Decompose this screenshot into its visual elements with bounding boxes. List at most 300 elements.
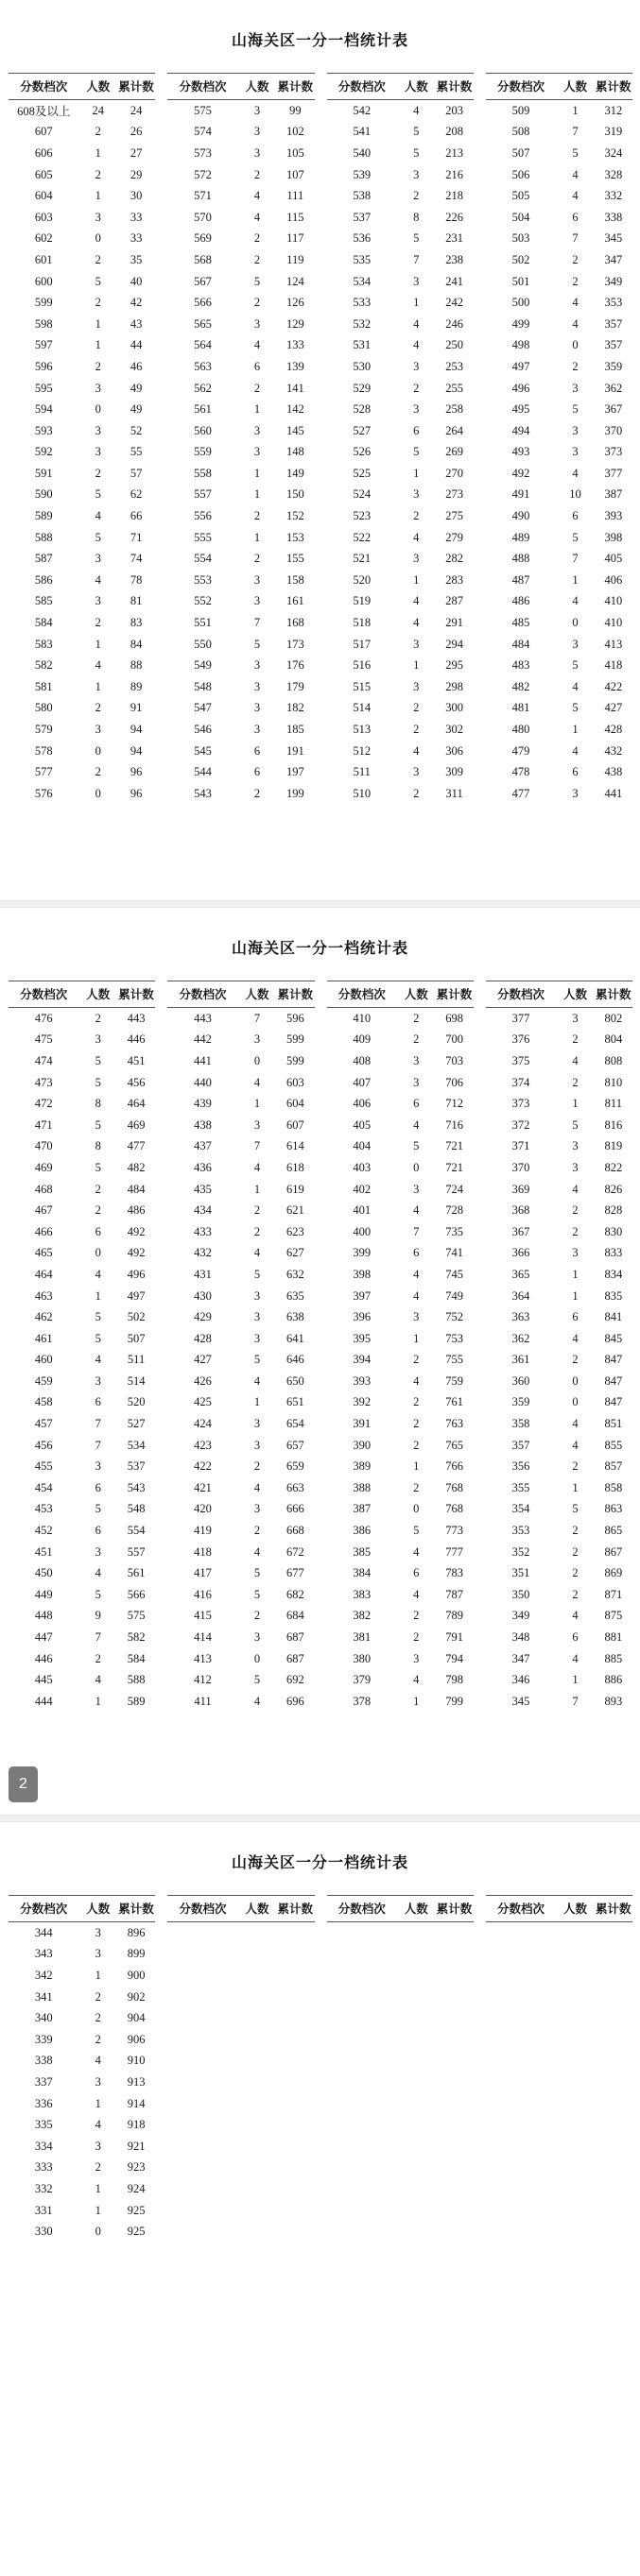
score-cell: 508 <box>511 125 530 139</box>
score-cell: 465 <box>34 1246 53 1260</box>
table-row <box>327 1584 474 1606</box>
count-cell <box>238 1944 276 1966</box>
count-cell: 5 <box>413 1139 420 1153</box>
score-cell: 456 <box>34 1438 53 1452</box>
count-cell: 5 <box>572 658 579 673</box>
table-row <box>167 2007 314 2029</box>
score-cell: 527 <box>353 423 372 437</box>
table-row <box>486 676 632 698</box>
table-row <box>327 229 474 250</box>
score-cell: 344 <box>34 1925 53 1939</box>
count-cell: 2 <box>413 1353 420 1367</box>
cumulative-cell <box>276 2136 314 2158</box>
table-row <box>486 122 632 144</box>
table-row <box>327 378 474 400</box>
cumulative-cell: 270 <box>445 466 463 480</box>
page-title: 山海关区一分一档统计表 <box>231 33 408 49</box>
score-table-group <box>486 73 632 805</box>
table-row <box>9 719 155 741</box>
score-cell: 577 <box>34 765 53 779</box>
score-cell <box>167 1944 238 1966</box>
cumulative-cell: 677 <box>285 1566 304 1580</box>
score-cell: 375 <box>511 1053 530 1067</box>
score-cell: 510 <box>353 786 372 800</box>
score-cell: 463 <box>34 1288 53 1303</box>
cumulative-cell: 810 <box>604 1075 623 1089</box>
cumulative-cell: 311 <box>445 786 463 800</box>
count-cell: 1 <box>572 1288 579 1303</box>
count-cell: 0 <box>95 786 101 800</box>
count-cell: 4 <box>95 1566 101 1580</box>
table-row <box>9 1669 155 1691</box>
col-header-score: 分数档次 <box>327 981 398 1008</box>
count-cell: 3 <box>95 1925 101 1939</box>
table-row <box>327 1456 474 1477</box>
score-cell: 501 <box>511 274 530 288</box>
count-cell: 2 <box>253 786 261 800</box>
table-row <box>327 1030 474 1051</box>
cumulative-cell: 798 <box>445 1673 463 1687</box>
table-row <box>327 185 474 207</box>
table-row <box>167 122 314 144</box>
cumulative-cell: 84 <box>130 637 143 651</box>
cumulative-cell: 427 <box>604 701 623 715</box>
table-row <box>486 1050 632 1072</box>
table-row <box>486 1392 632 1414</box>
score-cell: 526 <box>353 445 372 459</box>
table-row <box>9 612 155 634</box>
score-cell: 354 <box>511 1502 530 1516</box>
cumulative-cell <box>595 2007 632 2029</box>
score-cell: 440 <box>194 1075 212 1089</box>
count-cell: 4 <box>572 1053 579 1067</box>
cumulative-cell: 74 <box>130 552 143 566</box>
score-cell: 575 <box>194 103 212 117</box>
cumulative-cell: 684 <box>285 1609 304 1623</box>
count-cell: 4 <box>253 1480 261 1494</box>
cumulative-cell: 913 <box>127 2074 146 2089</box>
score-cell: 514 <box>353 701 372 715</box>
cumulative-cell: 619 <box>285 1182 304 1196</box>
score-cell: 493 <box>511 445 530 459</box>
score-cell: 431 <box>194 1267 212 1281</box>
col-header-cumulative: 累计数 <box>435 981 473 1008</box>
cumulative-cell: 62 <box>130 487 143 502</box>
cumulative-cell: 294 <box>445 637 463 651</box>
count-cell: 3 <box>413 552 420 566</box>
cumulative-cell: 295 <box>445 658 463 673</box>
cumulative-cell: 182 <box>285 701 304 715</box>
score-cell: 411 <box>194 1694 212 1708</box>
score-cell: 453 <box>34 1502 53 1516</box>
table-row <box>486 1456 632 1477</box>
table-row <box>327 463 474 485</box>
cumulative-cell: 741 <box>445 1246 463 1260</box>
score-cell: 359 <box>511 1395 530 1409</box>
cumulative-cell: 749 <box>445 1288 463 1303</box>
count-cell: 2 <box>253 381 261 395</box>
page-2 <box>0 908 640 1815</box>
cumulative-cell: 291 <box>445 616 463 630</box>
cumulative-cell: 275 <box>445 509 463 523</box>
table-row <box>9 505 155 527</box>
table-row <box>486 1136 632 1158</box>
score-cell: 355 <box>511 1480 530 1494</box>
table-row <box>167 378 314 400</box>
count-cell: 2 <box>413 1630 420 1645</box>
table-row <box>167 1520 314 1542</box>
count-cell: 2 <box>572 1566 579 1580</box>
score-cell: 335 <box>34 2118 53 2132</box>
cumulative-cell: 107 <box>285 167 304 181</box>
score-cell: 606 <box>34 145 53 160</box>
cumulative-cell: 830 <box>604 1224 623 1238</box>
table-row <box>327 335 474 357</box>
count-cell: 4 <box>253 189 261 203</box>
table-row <box>327 719 474 741</box>
score-cell: 489 <box>511 530 530 544</box>
count-cell: 3 <box>95 552 101 566</box>
count-cell: 2 <box>95 2032 101 2046</box>
cumulative-cell: 328 <box>604 167 623 181</box>
score-cell: 410 <box>353 1011 372 1025</box>
cumulative-cell <box>435 2051 473 2073</box>
cumulative-cell: 582 <box>127 1630 146 1645</box>
score-table-group <box>327 73 474 805</box>
table-row <box>9 2221 155 2243</box>
score-cell <box>486 2136 557 2158</box>
count-cell: 4 <box>572 1609 579 1623</box>
count-cell <box>556 1965 594 1987</box>
count-cell: 1 <box>253 530 261 544</box>
count-cell: 3 <box>95 2074 101 2089</box>
count-cell: 2 <box>413 723 420 737</box>
count-cell: 3 <box>413 1075 420 1089</box>
cumulative-cell: 773 <box>445 1524 463 1538</box>
count-cell: 4 <box>572 466 579 480</box>
score-cell: 372 <box>511 1117 530 1132</box>
score-cell: 353 <box>511 1524 530 1538</box>
score-cell: 414 <box>194 1630 212 1645</box>
page-number-badge: 2 <box>9 1766 38 1802</box>
score-cell <box>327 1944 398 1966</box>
table-row <box>486 505 632 527</box>
score-cell: 567 <box>194 274 212 288</box>
table-row <box>167 1477 314 1499</box>
count-cell: 1 <box>95 2181 101 2195</box>
cumulative-cell: 91 <box>130 701 143 715</box>
score-cell: 429 <box>194 1310 212 1324</box>
count-cell: 2 <box>413 1438 420 1452</box>
table-row <box>167 1691 314 1713</box>
score-cell: 439 <box>194 1097 212 1111</box>
count-cell: 6 <box>253 359 261 373</box>
count-cell: 3 <box>572 1246 579 1260</box>
cumulative-cell: 149 <box>285 466 304 480</box>
score-cell: 420 <box>194 1502 212 1516</box>
table-row <box>486 2051 632 2073</box>
cumulative-cell: 847 <box>604 1395 623 1409</box>
score-cell: 484 <box>511 637 530 651</box>
count-cell: 1 <box>413 1331 420 1345</box>
count-cell <box>397 2158 435 2179</box>
cumulative-cell: 367 <box>604 402 623 417</box>
cumulative-cell: 406 <box>604 572 623 587</box>
count-cell: 4 <box>253 338 261 352</box>
score-cell <box>167 2114 238 2136</box>
table-row <box>9 378 155 400</box>
cumulative-cell: 238 <box>445 252 463 266</box>
cumulative-cell: 650 <box>285 1373 304 1388</box>
table-row <box>486 378 632 400</box>
cumulative-cell: 871 <box>604 1587 623 1601</box>
count-cell: 3 <box>253 594 261 608</box>
count-cell: 5 <box>95 1117 101 1132</box>
count-cell <box>397 2221 435 2243</box>
cumulative-cell: 651 <box>285 1395 304 1409</box>
table-row <box>9 292 155 314</box>
table-row <box>327 2158 474 2179</box>
col-header-count: 人数 <box>556 981 594 1008</box>
count-cell: 3 <box>572 423 579 437</box>
score-cell: 530 <box>353 359 372 373</box>
score-cell: 499 <box>511 316 530 331</box>
cumulative-cell: 659 <box>285 1459 304 1474</box>
page-title: 山海关区一分一档统计表 <box>231 941 408 957</box>
table-row <box>486 399 632 420</box>
count-cell: 3 <box>572 1160 579 1174</box>
cumulative-cell: 393 <box>604 509 623 523</box>
cumulative-cell: 422 <box>604 679 623 693</box>
header-row <box>327 981 474 1008</box>
score-cell <box>486 2200 557 2222</box>
col-header-cumulative: 累计数 <box>117 1896 155 1922</box>
cumulative-cell: 753 <box>445 1331 463 1345</box>
table-row <box>167 1627 314 1648</box>
count-cell: 5 <box>413 1524 420 1538</box>
table-row <box>9 2051 155 2073</box>
count-cell: 3 <box>413 167 420 181</box>
score-cell: 512 <box>353 743 372 758</box>
cumulative-cell: 875 <box>604 1609 623 1623</box>
count-cell: 3 <box>413 1651 420 1665</box>
count-cell: 3 <box>413 487 420 502</box>
cumulative-cell: 618 <box>285 1160 304 1174</box>
count-cell: 2 <box>95 2160 101 2175</box>
count-cell: 8 <box>413 210 420 224</box>
score-cell: 386 <box>353 1524 372 1538</box>
cumulative-cell: 264 <box>445 423 463 437</box>
cumulative-cell: 49 <box>130 381 143 395</box>
col-header-score: 分数档次 <box>167 981 238 1008</box>
count-cell: 4 <box>572 296 579 310</box>
score-cell <box>486 2007 557 2029</box>
cumulative-cell: 155 <box>285 552 304 566</box>
score-cell: 378 <box>353 1694 372 1708</box>
cumulative-cell: 126 <box>285 296 304 310</box>
score-cell: 466 <box>34 1224 53 1238</box>
count-cell: 3 <box>253 1288 261 1303</box>
count-cell: 6 <box>253 765 261 779</box>
score-cell <box>167 1987 238 2008</box>
score-cell: 424 <box>194 1417 212 1431</box>
count-cell: 5 <box>95 530 101 544</box>
col-header-score: 分数档次 <box>327 1896 398 1922</box>
cumulative-cell: 273 <box>445 487 463 502</box>
cumulative-cell: 557 <box>127 1544 146 1559</box>
cumulative-cell: 638 <box>285 1310 304 1324</box>
score-cell: 542 <box>353 103 372 117</box>
count-cell: 5 <box>253 1353 261 1367</box>
cumulative-cell: 604 <box>285 1097 304 1111</box>
score-cell: 581 <box>34 679 53 693</box>
table-row <box>486 570 632 591</box>
score-cell: 536 <box>353 231 372 246</box>
count-cell: 1 <box>253 1182 261 1196</box>
table-row <box>9 570 155 591</box>
score-cell: 550 <box>194 637 212 651</box>
score-cell: 495 <box>511 402 530 417</box>
table-row <box>167 1371 314 1392</box>
count-cell: 3 <box>95 2139 101 2153</box>
count-cell: 5 <box>572 701 579 715</box>
count-cell: 1 <box>413 466 420 480</box>
score-cell: 461 <box>34 1331 53 1345</box>
score-cell: 507 <box>511 145 530 160</box>
score-table-group <box>167 981 314 1713</box>
table-row <box>167 1350 314 1372</box>
table-row <box>486 527 632 549</box>
table-row <box>9 1987 155 2008</box>
cumulative-cell: 176 <box>285 658 304 673</box>
cumulative-cell: 153 <box>285 530 304 544</box>
col-header-count: 人数 <box>238 981 276 1008</box>
cumulative-cell: 507 <box>127 1331 146 1345</box>
count-cell: 7 <box>572 125 579 139</box>
table-row <box>486 2072 632 2093</box>
score-cell: 596 <box>34 359 53 373</box>
table-row <box>167 655 314 676</box>
count-cell: 4 <box>572 1331 579 1345</box>
table-row <box>486 1477 632 1499</box>
score-cell: 476 <box>34 1011 53 1025</box>
table-row <box>167 314 314 335</box>
count-cell: 1 <box>572 103 579 117</box>
score-cell: 471 <box>34 1117 53 1132</box>
table-row <box>9 1115 155 1136</box>
cumulative-cell <box>276 1987 314 2008</box>
count-cell: 2 <box>95 701 101 715</box>
score-cell <box>327 2114 398 2136</box>
cumulative-cell: 924 <box>127 2181 146 2195</box>
count-cell: 4 <box>572 743 579 758</box>
table-row <box>167 1584 314 1606</box>
count-cell: 2 <box>95 2011 101 2025</box>
score-cell: 356 <box>511 1459 530 1474</box>
score-table-group <box>486 981 632 1713</box>
cumulative-cell: 117 <box>286 231 304 246</box>
cumulative-cell: 298 <box>445 679 463 693</box>
score-cell: 571 <box>194 189 212 203</box>
table-row <box>9 399 155 420</box>
score-cell: 449 <box>34 1587 53 1601</box>
count-cell <box>556 2114 594 2136</box>
cumulative-cell: 763 <box>445 1417 463 1431</box>
count-cell: 24 <box>92 103 104 117</box>
table-row <box>327 1606 474 1628</box>
score-cell: 376 <box>511 1032 530 1047</box>
score-cell: 452 <box>34 1524 53 1538</box>
table-row <box>9 1520 155 1542</box>
cumulative-cell: 373 <box>604 445 623 459</box>
count-cell: 4 <box>413 1288 420 1303</box>
score-cell <box>486 2114 557 2136</box>
count-cell: 6 <box>95 1395 101 1409</box>
score-cell: 485 <box>511 616 530 630</box>
cumulative-cell: 24 <box>130 103 143 117</box>
table-row <box>167 1669 314 1691</box>
count-cell: 7 <box>413 252 420 266</box>
count-cell <box>238 2072 276 2093</box>
count-cell: 1 <box>95 1694 101 1708</box>
count-cell: 2 <box>572 274 579 288</box>
table-row <box>167 399 314 420</box>
score-cell: 531 <box>353 338 372 352</box>
cumulative-cell: 115 <box>286 210 304 224</box>
count-cell <box>397 2114 435 2136</box>
cumulative-cell: 899 <box>127 1947 146 1961</box>
table-row <box>486 1499 632 1521</box>
table-row <box>167 1221 314 1243</box>
count-cell <box>238 1965 276 1987</box>
table-row <box>9 591 155 613</box>
count-cell: 7 <box>95 1630 101 1645</box>
table-row <box>486 100 632 122</box>
score-cell: 569 <box>194 231 212 246</box>
score-cell: 562 <box>194 381 212 395</box>
count-cell <box>556 2051 594 2073</box>
score-cell: 384 <box>353 1566 372 1580</box>
cumulative-cell: 111 <box>286 189 304 203</box>
table-row <box>327 143 474 164</box>
score-cell: 433 <box>194 1224 212 1238</box>
table-row <box>9 761 155 783</box>
score-cell: 380 <box>353 1651 372 1665</box>
cumulative-cell: 213 <box>445 145 463 160</box>
cumulative-cell <box>595 1965 632 1987</box>
count-cell: 3 <box>413 359 420 373</box>
table-row <box>327 761 474 783</box>
cumulative-cell: 554 <box>127 1524 146 1538</box>
table-row <box>327 1050 474 1072</box>
score-cell: 539 <box>353 167 372 181</box>
count-cell: 3 <box>572 786 579 800</box>
cumulative-cell <box>276 2178 314 2200</box>
cumulative-cell: 345 <box>604 231 623 246</box>
score-cell: 457 <box>34 1417 53 1431</box>
cumulative-cell: 893 <box>604 1694 623 1708</box>
score-cell: 367 <box>511 1224 530 1238</box>
table-row <box>486 2007 632 2029</box>
table-row <box>327 1072 474 1094</box>
score-cell <box>167 1965 238 1987</box>
count-cell: 2 <box>253 1224 261 1238</box>
table-row <box>167 1606 314 1628</box>
table-row <box>486 1669 632 1691</box>
count-cell: 1 <box>95 2203 101 2217</box>
col-header-score: 分数档次 <box>327 74 398 100</box>
table-row <box>167 463 314 485</box>
